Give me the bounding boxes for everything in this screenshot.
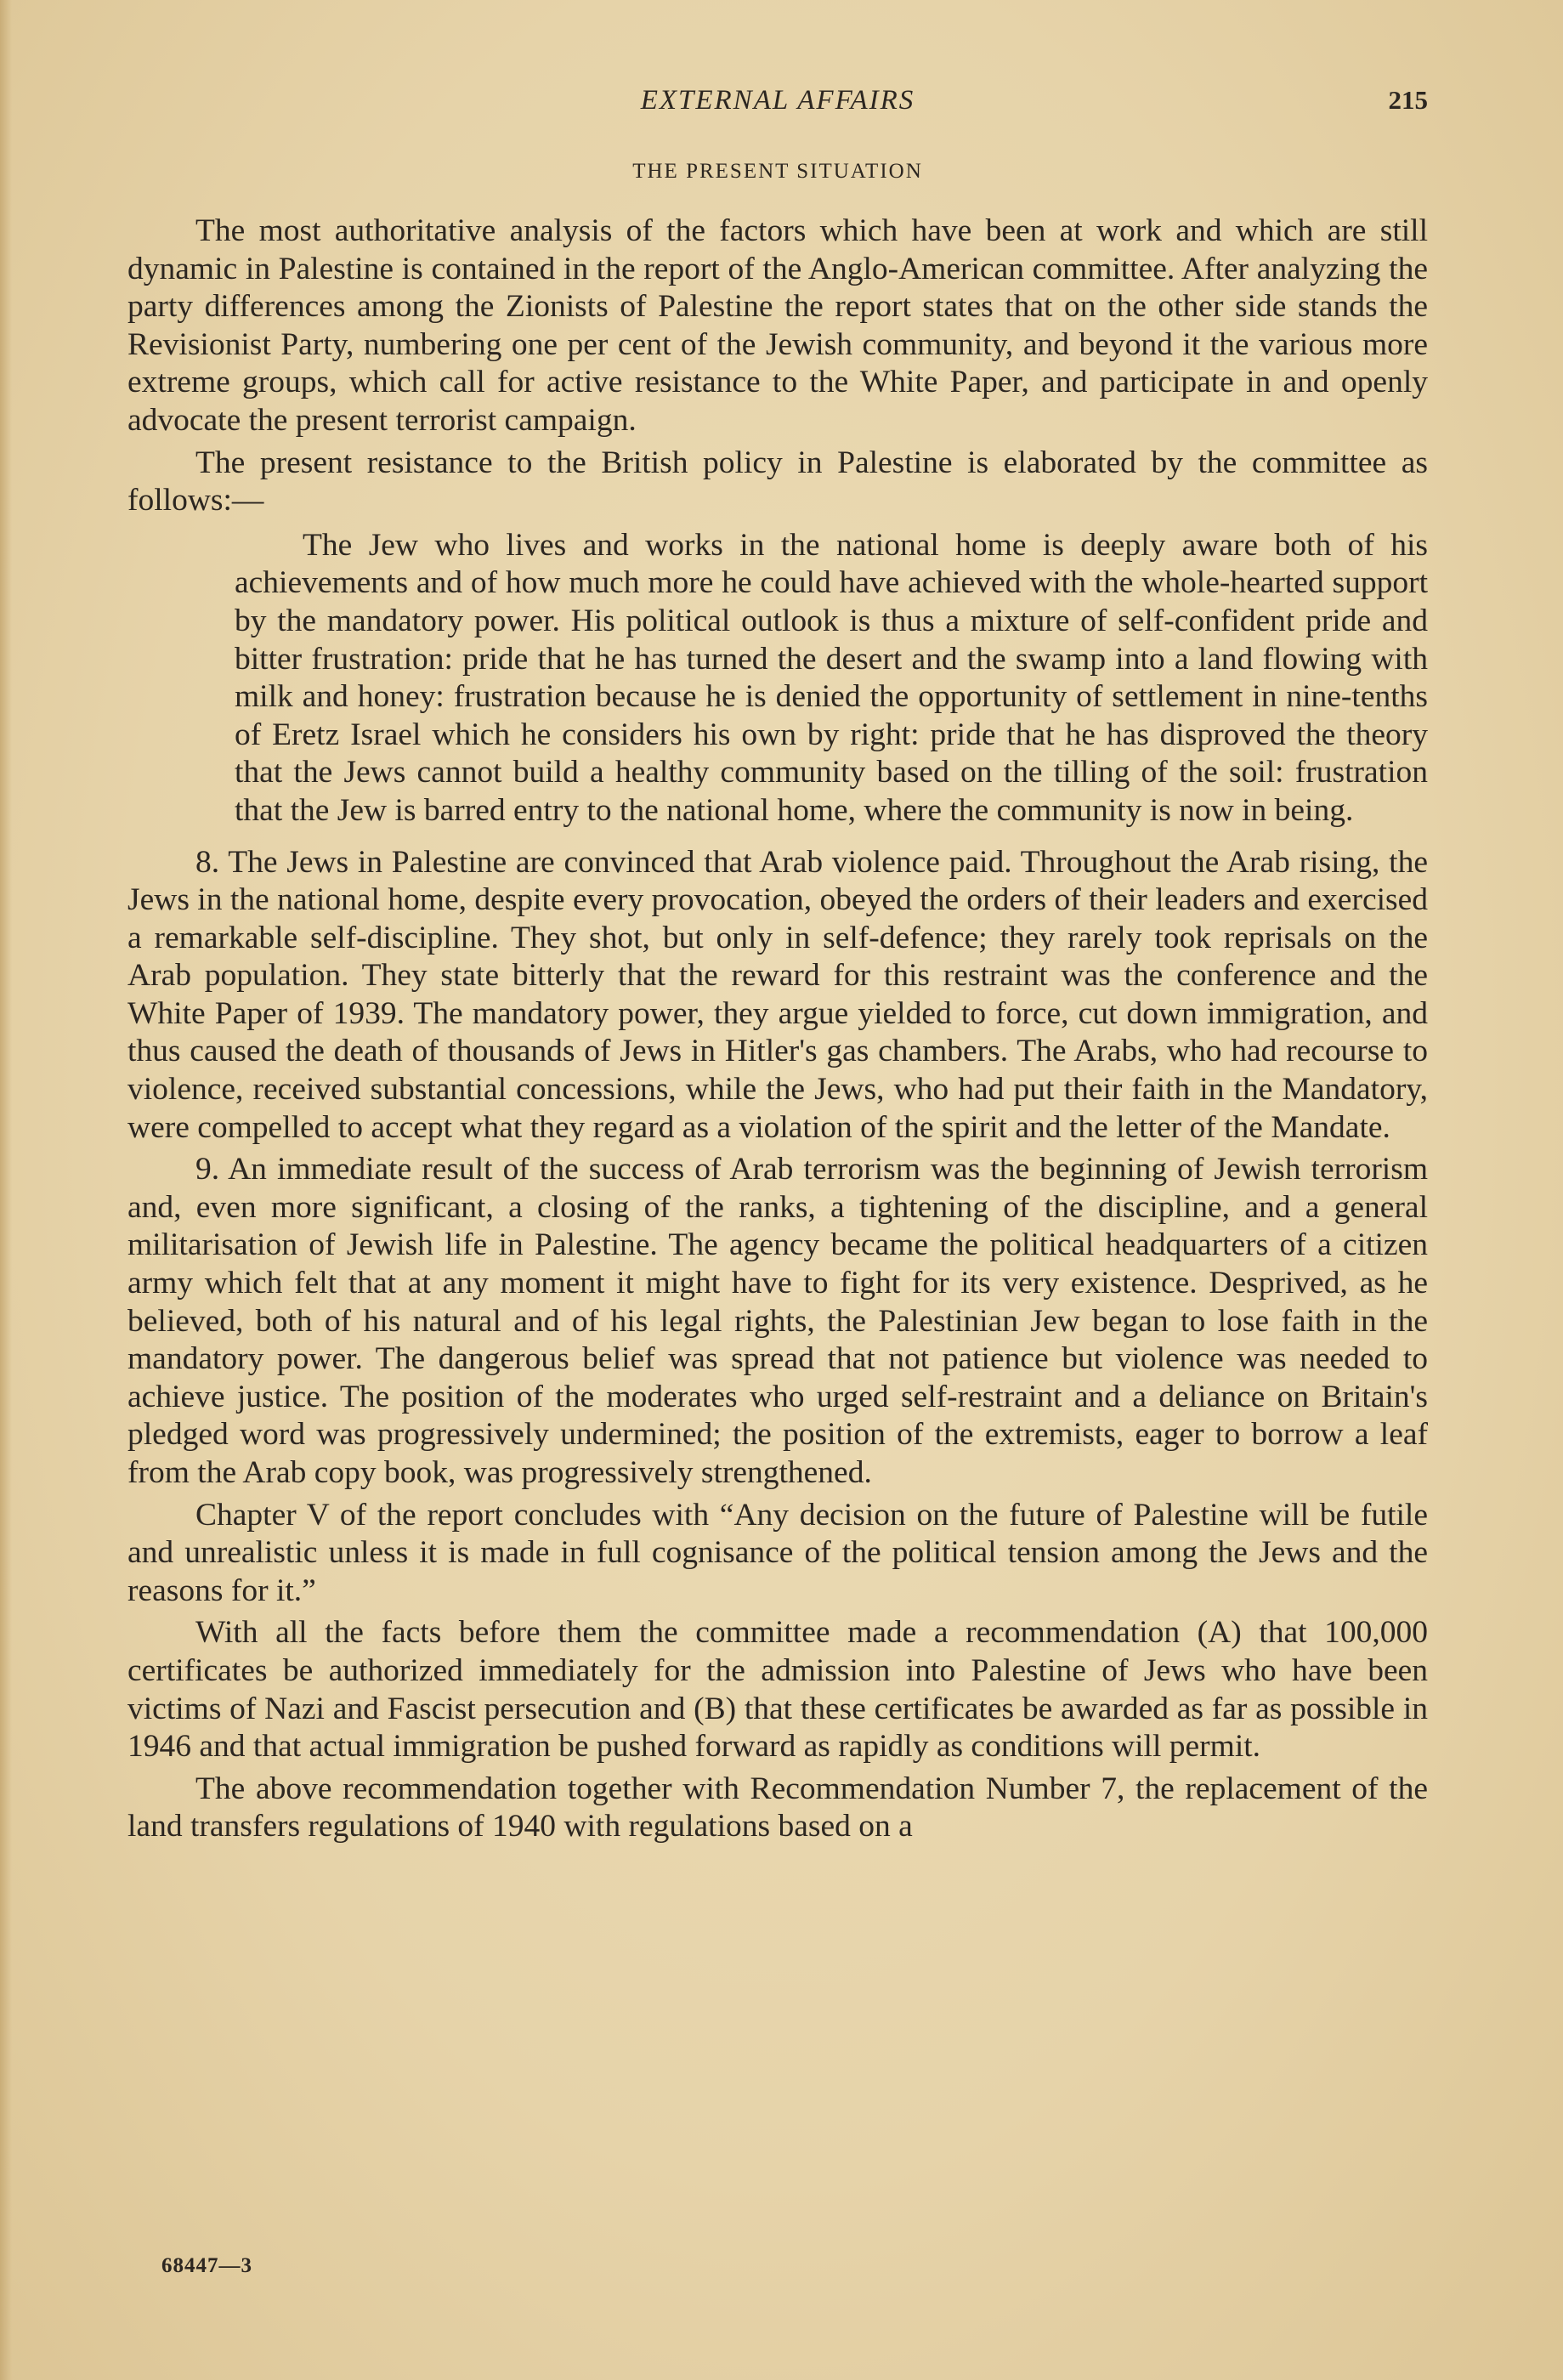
paragraph-recommendation: With all the facts before them the committee made a recommendation (A) that 100,000 certificates be authorized immediately for the admission into Palestine of Jews who have been victims of Nazi and Fascist persecution and (B) that these certificates be awarded as far as possible in 1946 and that actual immigration be pushed forward as rapidly as conditions will permit.: [127, 1615, 1428, 1765]
paragraph-8: 8. The Jews in Palestine are convinced that Arab violence paid. Throughout the Arab rising, the Jews in the national home, despite every provocation, obeyed the orders of their leaders and exercised a remarkable self-discipline. They shot, but only in self-defence; they rarely took reprisals on the Arab population. They state bitterly that the reward for this restraint was the conference and the White Paper of 1939. The mandatory power, they argue yielded to force, cut down immigration, and thus caused the death of thousands of Jews in Hitler's gas chambers. The Arabs, who had recourse to violence, received substantial concessions, while the Jews, who had put their faith in the Mandatory, were compelled to accept what they regard as a violation of the spirit and the letter of the Mandate.: [127, 844, 1428, 1145]
header-title: EXTERNAL AFFAIRS: [640, 85, 915, 116]
block-quote: The Jew who lives and works in the national home is deeply aware both of his achievements and of how much more he could have achieved with the whole-hearted support by the mandatory power. His political outlook is thus a mixture of self-confident pride and bitter frustration: pride that he has turned the desert and the swamp into a land flowing with milk and honey: frustration because he is denied the opportunity of settlement in nine-tenths of Eretz Israel which he considers his own by right: pride that he has disproved the theory that the Jews cannot build a healthy community based on the tilling of the soil: frustration that the Jew is barred entry to the national home, where the community is now in being.: [235, 527, 1428, 828]
paragraph-analysis: The most authoritative analysis of the factors which have been at work and which are still dynamic in Palestine is contained in the report of the Anglo-American committee. After analyzing the party differences among the Zionists of Palestine the report states that on the other side stands the Revisionist Party, numbering one per cent of the Jewish community, and beyond it the various more extreme groups, which call for active resistance to the White Paper, and participate in and openly advocate the present terrorist campaign.: [127, 213, 1428, 438]
section-heading: THE PRESENT SITUATION: [632, 160, 923, 183]
page-number: 215: [1388, 85, 1428, 115]
running-header: [127, 85, 1428, 128]
footer-code: 68447—3: [161, 2254, 252, 2277]
paragraph-9: 9. An immediate result of the success of Arab terrorism was the beginning of Jewish terrorism and, even more significant, a closing of the ranks, a tightening of the discipline, and a general militarisation of Jewish life in Palestine. The agency became the political headquarters of a citizen army which felt that at any moment it might have to fight for its very existence. Desprived, as he believed, both of his natural and of his legal rights, the Palestinian Jew began to lose faith in the mandatory power. The dangerous belief was spread that not patience but violence was needed to achieve justice. The position of the moderates who urged self-restraint and a deliance on Britain's pledged word was progressively undermined; the position of the extremists, eager to borrow a leaf from the Arab copy book, was progressively strengthened.: [127, 1152, 1428, 1490]
paragraph-resistance-intro: The present resistance to the British policy in Palestine is elaborated by the committee as follows:—: [127, 445, 1428, 518]
page-edge-shadow: [0, 0, 12, 2380]
body-text: [127, 212, 1428, 1850]
paragraph-continuation: The above recommendation together with Recommendation Number 7, the replacement of the land transfers regulations of 1940 with regulations based on a: [127, 1771, 1428, 1844]
paragraph-chapter-v: Chapter V of the report concludes with “Any decision on the future of Palestine will be futile and unrealistic unless it is made in full cognisance of the political tension among the Jews and the reasons for it.”: [127, 1497, 1428, 1608]
